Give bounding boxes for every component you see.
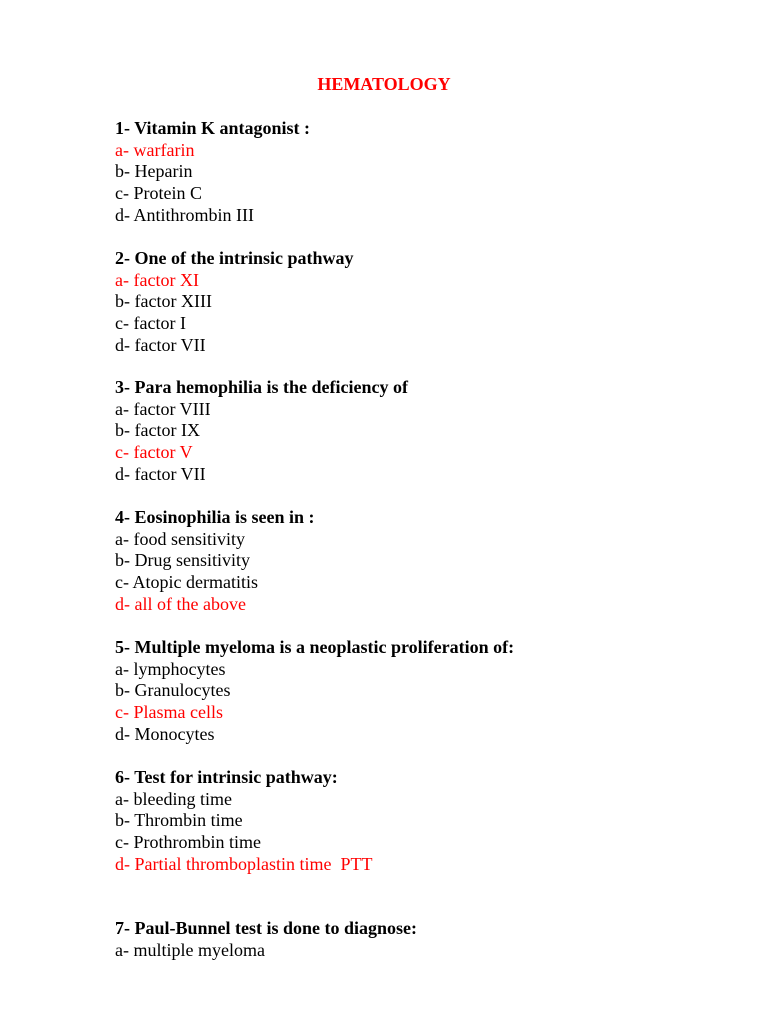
answer-option: a- multiple myeloma — [115, 939, 265, 960]
answer-option: c- Plasma cells — [115, 702, 223, 723]
answer-option: a- factor XI — [115, 269, 199, 290]
answer-option: a- bleeding time — [115, 788, 232, 809]
answer-option: a- warfarin — [115, 139, 195, 160]
answer-option: c- Protein C — [115, 183, 202, 204]
question-stem: 2- One of the intrinsic pathway — [115, 248, 354, 268]
answer-option: b- factor XIII — [115, 291, 212, 312]
answer-option: d- all of the above — [115, 593, 246, 614]
answer-option: b- factor IX — [115, 420, 200, 441]
page-title: HEMATOLOGY — [317, 74, 451, 94]
answer-option: c- factor I — [115, 313, 186, 334]
question-stem: 6- Test for intrinsic pathway: — [115, 767, 338, 787]
question-stem: 1- Vitamin K antagonist : — [115, 118, 311, 138]
answer-option: c- Prothrombin time — [115, 832, 261, 853]
answer-option: d- Partial thromboplastin time PTT — [115, 853, 373, 874]
answer-option: d- Antithrombin III — [115, 204, 254, 225]
answer-option: d- Monocytes — [115, 723, 215, 744]
question-2 — [115, 248, 735, 357]
question-1 — [115, 118, 735, 227]
answer-option: a- factor VIII — [115, 398, 211, 419]
answer-option: c- factor V — [115, 442, 193, 463]
answer-option: b- Thrombin time — [115, 810, 243, 831]
question-6 — [115, 767, 735, 876]
answer-option: c- Atopic dermatitis — [115, 572, 258, 593]
question-stem: 5- Multiple myeloma is a neoplastic proliferation of: — [115, 637, 515, 657]
answer-option: d- factor VII — [115, 463, 206, 484]
answer-option: a- food sensitivity — [115, 528, 245, 549]
answer-option: b- Heparin — [115, 161, 193, 182]
question-3 — [115, 377, 735, 486]
answer-option: b- Granulocytes — [115, 680, 231, 701]
answer-option: d- factor VII — [115, 334, 206, 355]
question-7 — [115, 918, 735, 961]
question-stem: 4- Eosinophilia is seen in : — [115, 507, 315, 527]
question-stem: 3- Para hemophilia is the deficiency of — [115, 377, 408, 397]
question-stem: 7- Paul-Bunnel test is done to diagnose: — [115, 918, 418, 938]
answer-option: a- lymphocytes — [115, 658, 226, 679]
answer-option: b- Drug sensitivity — [115, 550, 250, 571]
question-5 — [115, 637, 735, 746]
question-4 — [115, 507, 735, 616]
